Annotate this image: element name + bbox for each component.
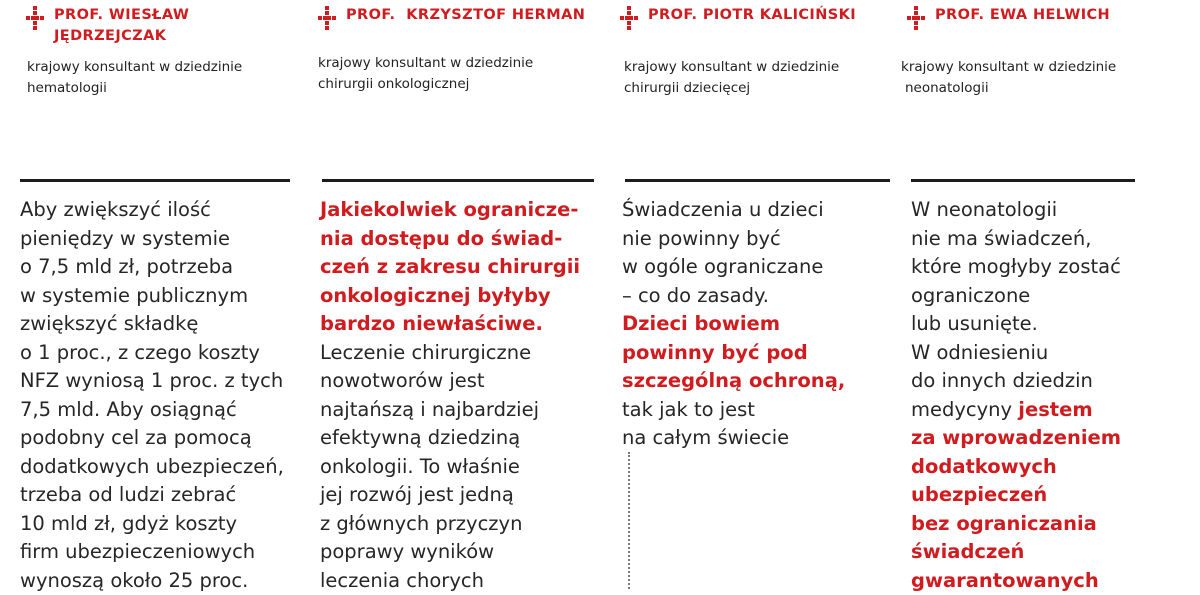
quote-text: z głównych przyczyn: [320, 512, 522, 535]
quote-line: [911, 196, 1121, 225]
quote-line: [20, 225, 284, 254]
quote-emphasis: bez ograniczania: [911, 512, 1097, 535]
quote-text: dodatkowych ubezpieczeń,: [20, 455, 284, 478]
quote-line: [911, 481, 1121, 510]
quote-line: [911, 510, 1121, 539]
expert-name: [346, 5, 585, 26]
quote-line: [911, 567, 1121, 595]
quote-line: [622, 282, 845, 311]
expert-role-line: hematologii: [27, 78, 242, 99]
quote-line: [20, 567, 284, 595]
quote-line: [20, 196, 284, 225]
quote-text: w ogóle ograniczane: [622, 255, 823, 278]
quote-line: [320, 567, 580, 595]
quote-text: zwiększyć składkę: [20, 312, 198, 335]
quote-text: lub usunięte.: [911, 312, 1038, 335]
quote-text: które mogłyby zostać: [911, 255, 1121, 278]
quote-emphasis: świadczeń: [911, 540, 1024, 563]
quote-text: nie ma świadczeń,: [911, 227, 1091, 250]
quote-line: [320, 396, 580, 425]
quote-text: leczenia chorych: [320, 569, 484, 592]
medical-cross-icon: [318, 6, 336, 30]
expert-name-line: PROF. PIOTR KALICIŃSKI: [648, 5, 856, 26]
quote-text: o 1 proc., z czego koszty: [20, 341, 260, 364]
expert-header: [318, 4, 585, 30]
quote-line: [320, 424, 580, 453]
quote-emphasis: jestem: [1018, 398, 1092, 421]
quote-line: [20, 396, 284, 425]
quote-text: NFZ wyniosą 1 proc. z tych: [20, 369, 283, 392]
quote-emphasis: Jakiekolwiek ogranicze-: [320, 198, 578, 221]
section-divider: [625, 179, 890, 182]
quote-line: [911, 538, 1121, 567]
expert-name-line: PROF. KRZYSZTOF HERMAN: [346, 5, 585, 26]
section-divider: [20, 179, 290, 182]
quote-text: W neonatologii: [911, 198, 1057, 221]
expert-quote: [622, 196, 845, 453]
quote-line: [20, 339, 284, 368]
quote-line: [911, 453, 1121, 482]
quote-line: [20, 453, 284, 482]
medical-cross-icon: [620, 6, 638, 30]
quote-line: [622, 196, 845, 225]
quote-emphasis: powinny być pod: [622, 341, 808, 364]
quote-line: [911, 367, 1121, 396]
expert-quote: [911, 196, 1121, 595]
expert-role: [318, 53, 533, 95]
medical-cross-icon: [907, 6, 925, 30]
expert-role-line: krajowy konsultant w dziedzinie: [901, 57, 1116, 78]
quote-text: pieniędzy w systemie: [20, 227, 230, 250]
quote-line: [911, 339, 1121, 368]
quote-text: 7,5 mld. Aby osiągnąć: [20, 398, 237, 421]
quote-line: [622, 396, 845, 425]
quote-line: [320, 453, 580, 482]
quote-line: [20, 510, 284, 539]
quote-line: [911, 424, 1121, 453]
expert-quote: [320, 196, 580, 595]
quote-text: najtańszą i najbardziej: [320, 398, 539, 421]
quote-line: [320, 538, 580, 567]
expert-name: [935, 5, 1110, 26]
quote-line: [20, 538, 284, 567]
quote-text: do innych dziedzin: [911, 369, 1093, 392]
quote-emphasis: onkologicznej byłyby: [320, 284, 551, 307]
quote-line: [622, 253, 845, 282]
column-jedrzejczak: [20, 0, 305, 589]
quote-line: [622, 367, 845, 396]
quote-text: efektywną dziedziną: [320, 426, 520, 449]
quote-line: [320, 481, 580, 510]
expert-quote: [20, 196, 284, 595]
quote-line: [320, 253, 580, 282]
column-kalicinski: [620, 0, 905, 589]
quote-text: 10 mld zł, gdyż koszty: [20, 512, 237, 535]
quote-emphasis: za wprowadzeniem: [911, 426, 1121, 449]
quote-text: w systemie publicznym: [20, 284, 248, 307]
expert-role-line: chirurgii onkologicznej: [318, 74, 533, 95]
column-herman: [318, 0, 608, 589]
quote-text: W odniesieniu: [911, 341, 1048, 364]
expert-role-line: krajowy konsultant w dziedzinie: [624, 57, 839, 78]
quote-text: na całym świecie: [622, 426, 789, 449]
expert-role: [27, 57, 242, 99]
section-divider: [322, 179, 594, 182]
quote-line: [20, 481, 284, 510]
expert-name-line: JĘDRZEJCZAK: [54, 26, 189, 47]
column-helwich: [905, 0, 1195, 589]
quote-text: nowotworów jest: [320, 369, 485, 392]
quote-text: firm ubezpieczeniowych: [20, 540, 255, 563]
quote-text: o 7,5 mld zł, potrzeba: [20, 255, 233, 278]
quote-emphasis: czeń z zakresu chirurgii: [320, 255, 580, 278]
quote-line: [622, 310, 845, 339]
quote-text: poprawy wyników: [320, 540, 494, 563]
expert-role-line: chirurgii dziecięcej: [624, 78, 839, 99]
quote-line: [911, 396, 1121, 425]
quote-text: – co do zasady.: [622, 284, 769, 307]
quote-line: [320, 510, 580, 539]
quote-line: [20, 367, 284, 396]
expert-name-line: PROF. WIESŁAW: [54, 5, 189, 26]
quote-text: onkologii. To właśnie: [320, 455, 520, 478]
quote-text: podobny cel za pomocą: [20, 426, 252, 449]
quote-text: ograniczone: [911, 284, 1030, 307]
quote-line: [911, 225, 1121, 254]
expert-role: [901, 57, 1116, 99]
quote-emphasis: Dzieci bowiem: [622, 312, 780, 335]
expert-role-line: krajowy konsultant w dziedzinie: [27, 57, 242, 78]
quote-line: [320, 225, 580, 254]
quote-text: trzeba od ludzi zebrać: [20, 483, 236, 506]
quote-line: [622, 225, 845, 254]
quote-emphasis: dodatkowych: [911, 455, 1057, 478]
quote-text: tak jak to jest: [622, 398, 755, 421]
medical-cross-icon: [26, 6, 44, 30]
expert-header: [26, 4, 189, 47]
quote-line: [320, 196, 580, 225]
quote-line: [320, 282, 580, 311]
quote-line: [20, 310, 284, 339]
expert-name-line: PROF. EWA HELWICH: [935, 5, 1110, 26]
expert-role-line: neonatologii: [901, 78, 1116, 99]
quote-line: [320, 367, 580, 396]
quote-line: [622, 424, 845, 453]
expert-header: [907, 4, 1110, 30]
expert-name: [54, 5, 189, 47]
quote-line: [622, 339, 845, 368]
quote-text: medycyny: [911, 398, 1018, 421]
section-divider: [911, 179, 1135, 182]
quote-text: Świadczenia u dzieci: [622, 198, 824, 221]
quote-line: [911, 282, 1121, 311]
quote-text: nie powinny być: [622, 227, 781, 250]
expert-role: [624, 57, 839, 99]
expert-role-line: krajowy konsultant w dziedzinie: [318, 53, 533, 74]
quote-emphasis: nia dostępu do świad-: [320, 227, 562, 250]
quote-line: [320, 310, 580, 339]
quote-line: [20, 253, 284, 282]
quote-line: [320, 339, 580, 368]
quote-line: [20, 424, 284, 453]
quote-emphasis: bardzo niewłaściwe.: [320, 312, 543, 335]
expert-name: [648, 5, 856, 26]
quote-line: [911, 253, 1121, 282]
quote-line: [911, 310, 1121, 339]
quote-text: jej rozwój jest jedną: [320, 483, 514, 506]
expert-header: [620, 4, 856, 30]
quote-text: wynoszą około 25 proc.: [20, 569, 248, 592]
quote-emphasis: szczególną ochroną,: [622, 369, 845, 392]
quote-text: Aby zwiększyć ilość: [20, 198, 211, 221]
dotted-separator: [628, 452, 630, 589]
quote-text: Leczenie chirurgiczne: [320, 341, 531, 364]
quote-line: [20, 282, 284, 311]
quote-emphasis: gwarantowanych: [911, 569, 1099, 592]
quote-emphasis: ubezpieczeń: [911, 483, 1047, 506]
